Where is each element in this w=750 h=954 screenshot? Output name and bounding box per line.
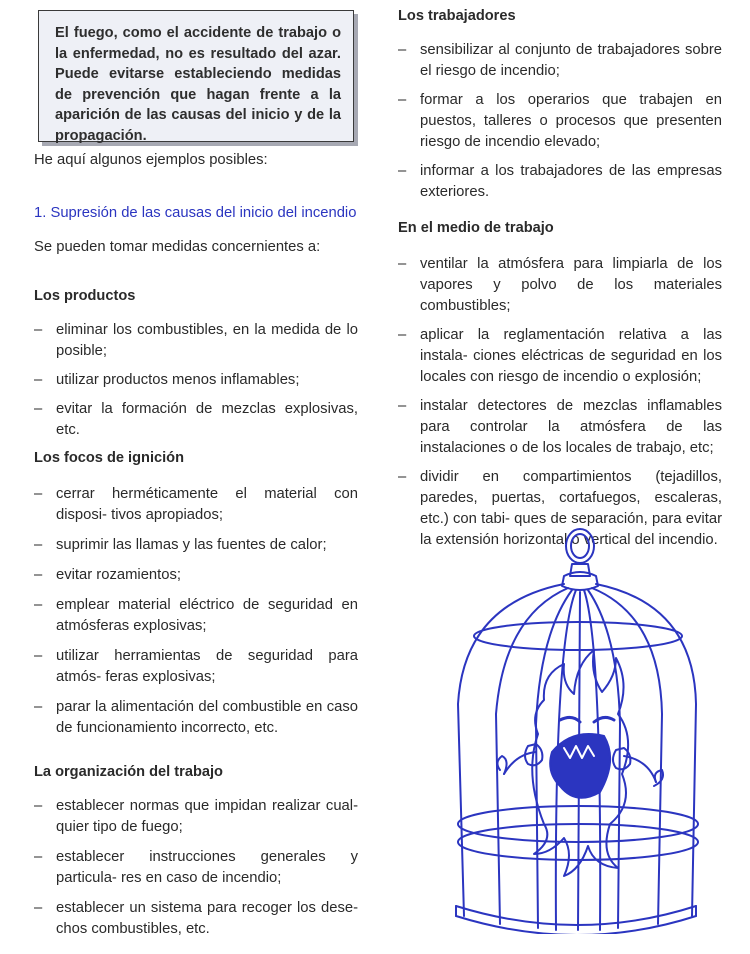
list-item: – evitar rozamientos; <box>34 565 358 586</box>
right-hand-icon <box>613 748 630 769</box>
list-item: – establecer un sistema para recoger los dese- chos combustibles, etc. <box>34 898 358 940</box>
list-item: – eliminar los combustibles, en la medida de lo posible; <box>34 320 358 362</box>
heading-focos: Los focos de ignición <box>34 450 184 466</box>
list-trabajadores <box>398 40 722 203</box>
list-productos <box>34 320 358 441</box>
list-item: – utilizar herramientas de seguridad para atmós- feras explosivas; <box>34 646 358 688</box>
caged-fire-illustration <box>404 524 724 934</box>
list-item: – cerrar herméticamente el material con disposi- tivos apropiados; <box>34 484 358 526</box>
intro-text: He aquí algunos ejemplos posibles: <box>34 152 268 168</box>
heading-medio: En el medio de trabajo <box>398 220 554 236</box>
list-item: – instalar detectores de mezclas inflamables para controlar la atmósfera de las instalaciones o de los locales de trabajo, etc; <box>398 396 722 459</box>
heading-productos: Los productos <box>34 288 136 304</box>
list-item: – evitar la formación de mezclas explosivas, etc. <box>34 399 358 441</box>
list-item: – suprimir las llamas y las fuentes de calor; <box>34 535 358 556</box>
list-organizacion <box>34 796 358 940</box>
list-medio <box>398 254 722 551</box>
list-item: – establecer normas que impidan realizar cual- quier tipo de fuego; <box>34 796 358 838</box>
list-item: – ventilar la atmósfera para limpiarla de los vapores y polvo de los materiales combustibles; <box>398 254 722 317</box>
heading-trabajadores: Los trabajadores <box>398 8 516 24</box>
list-item: – aplicar la reglamentación relativa a las instala- ciones eléctricas de seguridad en los locales con riesgo de incendio o explosión; <box>398 325 722 388</box>
list-item: – dividir en compartimientos (tejadillos, paredes, puertas, cortafuegos, escaleras, etc.) con tabi- ques de separación, para evitar la extensión horizontal o vertical del incendio. <box>398 467 722 551</box>
cage-ring-inner <box>571 534 589 558</box>
list-focos <box>34 484 358 739</box>
cage-knob-icon <box>570 564 590 576</box>
callout-box <box>38 10 354 142</box>
list-item: – establecer instrucciones generales y particula- res en caso de incendio; <box>34 847 358 889</box>
section-heading: 1. Supresión de las causas del inicio del incendio <box>34 205 357 221</box>
list-item: – informar a los trabajadores de las empresas exteriores. <box>398 161 722 203</box>
list-item: – emplear material eléctrico de seguridad en atmósferas explosivas; <box>34 595 358 637</box>
section-lead: Se pueden tomar medidas concernientes a: <box>34 239 321 255</box>
heading-organizacion: La organización del trabajo <box>34 764 223 780</box>
callout-text: El fuego, como el accidente de trabajo o la enfermedad, no es resultado del azar. Puede evitarse estableciendo medidas de prevención que hagan frente a la aparición de las causas del inicio y de la propagación. <box>55 25 341 144</box>
list-item: – utilizar productos menos inflamables; <box>34 370 358 391</box>
list-item: – parar la alimentación del combustible en caso de funcionamiento incorrecto, etc. <box>34 697 358 739</box>
list-item: – sensibilizar al conjunto de trabajadores sobre el riesgo de incendio; <box>398 40 722 82</box>
list-item: – formar a los operarios que trabajen en puestos, talleres o procesos que presenten riesgo de incendio elevado; <box>398 90 722 153</box>
